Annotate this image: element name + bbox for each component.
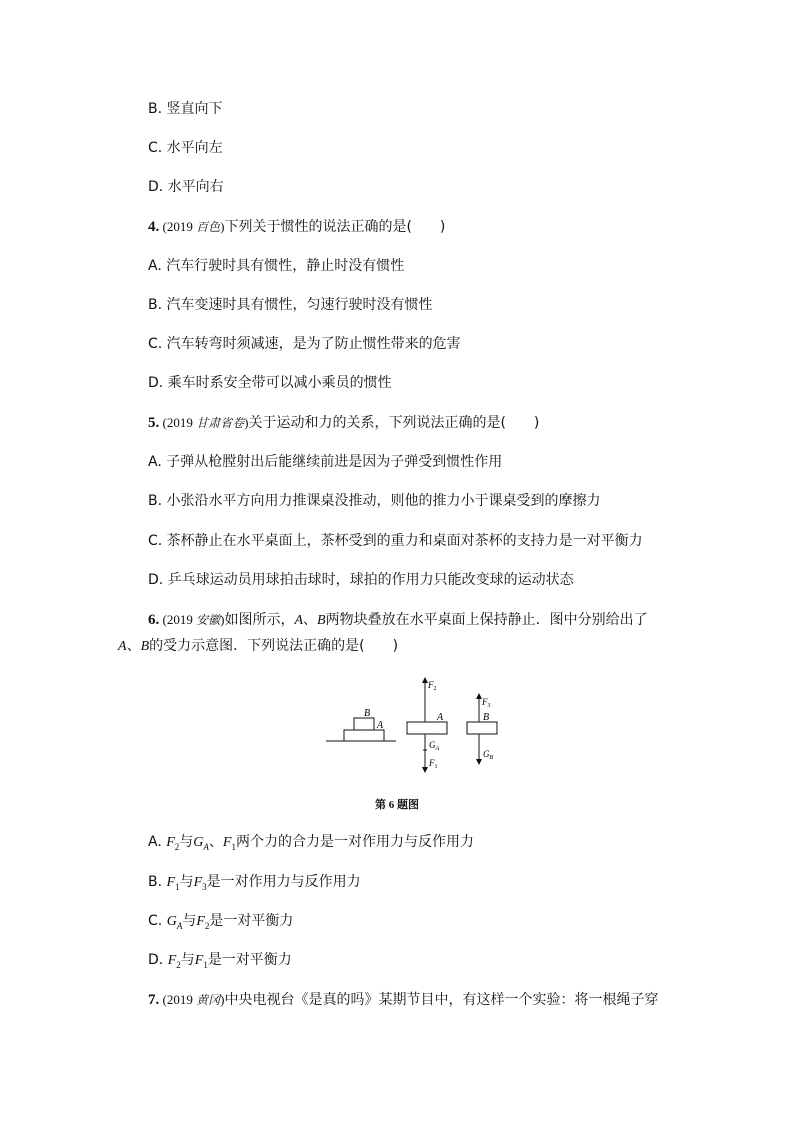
q4-option-d: D. 乘车时系安全带可以减小乘员的惯性	[148, 375, 392, 391]
block-a	[344, 730, 384, 741]
force-diagram-figure	[320, 672, 510, 776]
q5-option-d: D. 乒乓球运动员用球拍击球时，球拍的作用力只能改变球的运动状态	[148, 572, 574, 588]
q3-option-c: C. 水平向左	[148, 140, 223, 156]
question-text: 中央电视台《是真的吗》某期节目中，有这样一个实验：将一根绳子穿	[224, 992, 659, 1008]
label-f3: $F_3$	[482, 697, 491, 709]
label-f2: $F_2$	[428, 680, 437, 692]
block-b	[354, 718, 374, 730]
label-a-block: A	[377, 720, 384, 731]
q5-option-a: A. 子弹从枪膛射出后能继续前进是因为子弹受到惯性作用	[148, 454, 503, 470]
q3-option-d: D. 水平向右	[148, 179, 224, 195]
question-5-stem	[148, 413, 539, 433]
q6-option-d: D. $F_2$与$F_1$是一对平衡力	[148, 952, 292, 970]
q4-option-c: C. 汽车转弯时须减速，是为了防止惯性带来的危害	[148, 336, 461, 352]
q6-option-b: B. $F_1$与$F_3$是一对作用力与反作用力	[148, 874, 361, 892]
q3-option-b: B. 竖直向下	[148, 101, 223, 117]
question-number: 7.	[148, 992, 160, 1008]
figure-caption: 第 6 题图	[375, 799, 419, 811]
label-ga: $G_A$	[429, 740, 440, 752]
question-6-stem-continued: A、B的受力示意图．下列说法正确的是( )	[118, 638, 399, 654]
label-b-block: B	[364, 708, 371, 719]
q6-option-a: A. $F_2$与$G_A$、$F_1$两个力的合力是一对作用力与反作用力	[148, 834, 474, 852]
question-6-stem: 6. (2019 安徽)如图所示，A、B两物块叠放在水平桌面上保持静止．图中分别给出了	[148, 612, 648, 628]
label-a-freebody: A	[437, 712, 444, 723]
question-text: 关于运动和力的关系，下列说法正确的是( )	[248, 415, 540, 431]
question-number: 5.	[148, 415, 160, 431]
question-number: 4.	[148, 219, 160, 235]
label-gb: $G_B$	[483, 749, 494, 761]
question-text: 下列关于惯性的说法正确的是( )	[224, 219, 446, 235]
question-7-stem	[148, 990, 658, 1010]
q4-option-a: A. 汽车行驶时具有惯性，静止时没有惯性	[148, 258, 405, 274]
question-source: (2019 安徽)	[159, 612, 225, 627]
question-number: 6.	[148, 612, 160, 628]
q5-option-c: C. 茶杯静止在水平桌面上，茶杯受到的重力和桌面对茶杯的支持力是一对平衡力	[148, 533, 643, 549]
block-a-freebody	[407, 722, 447, 734]
question-source: (2019 黄冈)	[159, 992, 225, 1007]
question-source: (2019 百色)	[159, 219, 225, 234]
question-4-stem	[148, 217, 445, 237]
q4-option-b: B. 汽车变速时具有惯性，匀速行驶时没有惯性	[148, 297, 433, 313]
q5-option-b: B. 小张沿水平方向用力推课桌没推动，则他的推力小于课桌受到的摩擦力	[148, 493, 601, 509]
label-b-freebody: B	[483, 712, 490, 723]
label-f1: $F_1$	[429, 758, 438, 770]
block-b-freebody	[467, 722, 497, 734]
question-source: (2019 甘肃省卷)	[159, 415, 249, 430]
q6-option-c: C. $G_A$与$F_2$是一对平衡力	[148, 913, 294, 931]
